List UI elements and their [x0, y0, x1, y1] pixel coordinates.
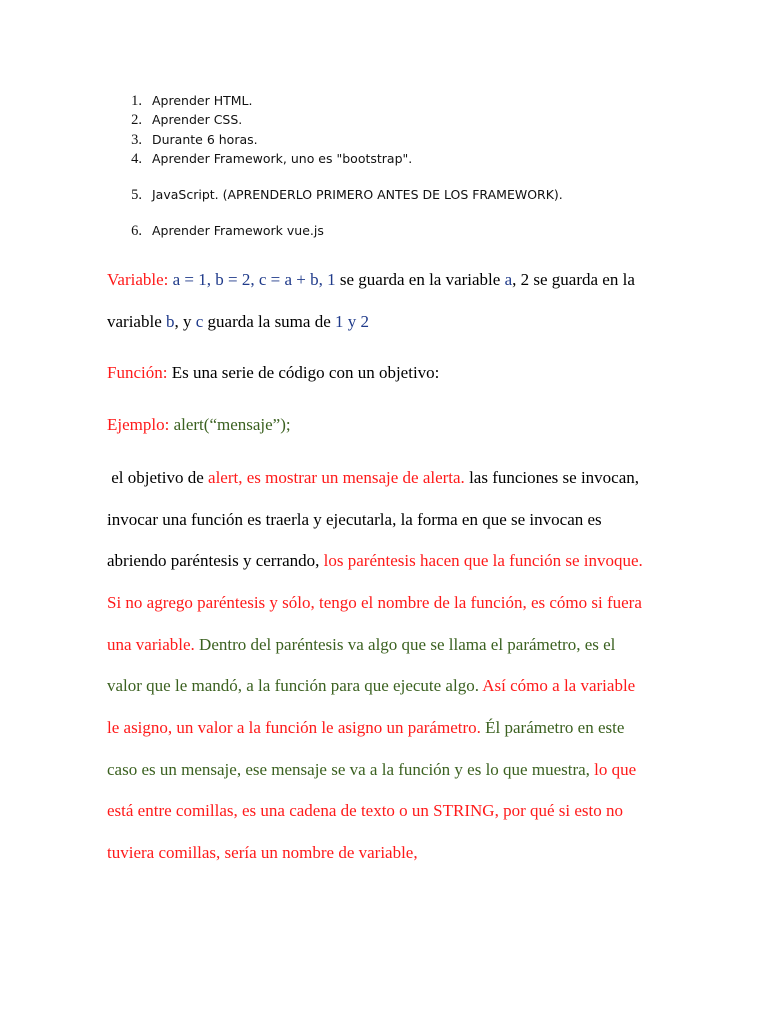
- text-segment: invocar una función es traerla y ejecutarla, la forma en que se invocan es: [107, 510, 602, 529]
- text-segment: está entre comillas, es una cadena de texto o un STRING, por qué si esto no: [107, 801, 624, 820]
- text-segment: Dentro del paréntesis va algo que se llama el parámetro, es el: [194, 635, 616, 654]
- text-segment: guarda la suma de: [203, 312, 335, 331]
- list-item-text: Durante 6 horas.: [152, 132, 258, 147]
- text-segment: una variable.: [107, 635, 195, 654]
- text-line: [107, 466, 707, 490]
- list-item: [0, 185, 768, 205]
- text-segment: las funciones se invocan,: [464, 468, 640, 487]
- text-line: [107, 413, 707, 437]
- text-line: [107, 674, 707, 698]
- text-segment: b: [166, 312, 175, 331]
- text-segment: 1 y 2: [335, 312, 369, 331]
- text-segment: alert, es mostrar un mensaje de alerta.: [208, 468, 465, 487]
- text-segment: Así cómo a la variable: [478, 676, 636, 695]
- text-segment: a: [504, 270, 513, 289]
- text-segment: lo que: [589, 760, 637, 779]
- text-line: [107, 549, 707, 573]
- list-item-text: Aprender Framework vue.js: [152, 223, 324, 238]
- list-item: [0, 221, 768, 241]
- list-item-number: 1.: [131, 93, 142, 109]
- text-line: [107, 508, 707, 532]
- text-line: [107, 268, 707, 292]
- list-item-text: Aprender CSS.: [152, 112, 243, 127]
- list-item: [0, 149, 768, 169]
- text-segment: el objetivo de: [107, 468, 209, 487]
- text-segment: se guarda en la variable: [335, 270, 505, 289]
- text-line: [107, 633, 707, 657]
- list-item-number: 3.: [131, 132, 142, 148]
- text-segment: Es una serie de código con un objetivo:: [171, 363, 440, 382]
- list-item: [0, 91, 768, 111]
- text-line: [107, 310, 707, 334]
- list-item-number: 6.: [131, 223, 142, 239]
- text-segment: alert(“mensaje”);: [173, 415, 291, 434]
- text-segment: a = 1, b = 2, c = a + b, 1: [172, 270, 336, 289]
- text-segment: Variable:: [107, 270, 173, 289]
- list-item-number: 5.: [131, 187, 142, 203]
- text-segment: Ejemplo:: [107, 415, 174, 434]
- list-item-text: Aprender Framework, uno es "bootstrap".: [152, 151, 413, 166]
- list-item: [0, 110, 768, 130]
- text-segment: Si no agrego paréntesis y sólo, tengo el nombre de la función, es cómo si fuera: [107, 593, 642, 612]
- text-segment: , 2 se guarda en la: [512, 270, 635, 289]
- text-segment: Función:: [107, 363, 172, 382]
- text-segment: valor que le mandó, a la función para que ejecute algo.: [107, 676, 479, 695]
- text-line: [107, 799, 707, 823]
- text-segment: Él parámetro en este: [480, 718, 625, 737]
- text-segment: los paréntesis hacen que la función se invoque.: [323, 551, 643, 570]
- text-segment: abriendo paréntesis y cerrando,: [107, 551, 324, 570]
- list-item-text: JavaScript. (APRENDERLO PRIMERO ANTES DE LOS FRAMEWORK).: [152, 187, 563, 202]
- numbered-list: [0, 0, 768, 250]
- text-segment: tuviera comillas, sería un nombre de variable,: [107, 843, 418, 862]
- text-segment: caso es un mensaje, ese mensaje se va a la función y es lo que muestra,: [107, 760, 590, 779]
- text-segment: variable: [107, 312, 166, 331]
- list-item: [0, 130, 768, 150]
- text-line: [107, 716, 707, 740]
- list-item-number: 2.: [131, 112, 142, 128]
- text-segment: le asigno, un valor a la función le asigno un parámetro.: [107, 718, 481, 737]
- text-segment: c: [195, 312, 204, 331]
- text-line: [107, 841, 707, 865]
- text-line: [107, 758, 707, 782]
- text-segment: , y: [174, 312, 196, 331]
- list-item-number: 4.: [131, 151, 142, 167]
- list-item-text: Aprender HTML.: [152, 93, 253, 108]
- text-line: [107, 591, 707, 615]
- text-line: [107, 361, 707, 385]
